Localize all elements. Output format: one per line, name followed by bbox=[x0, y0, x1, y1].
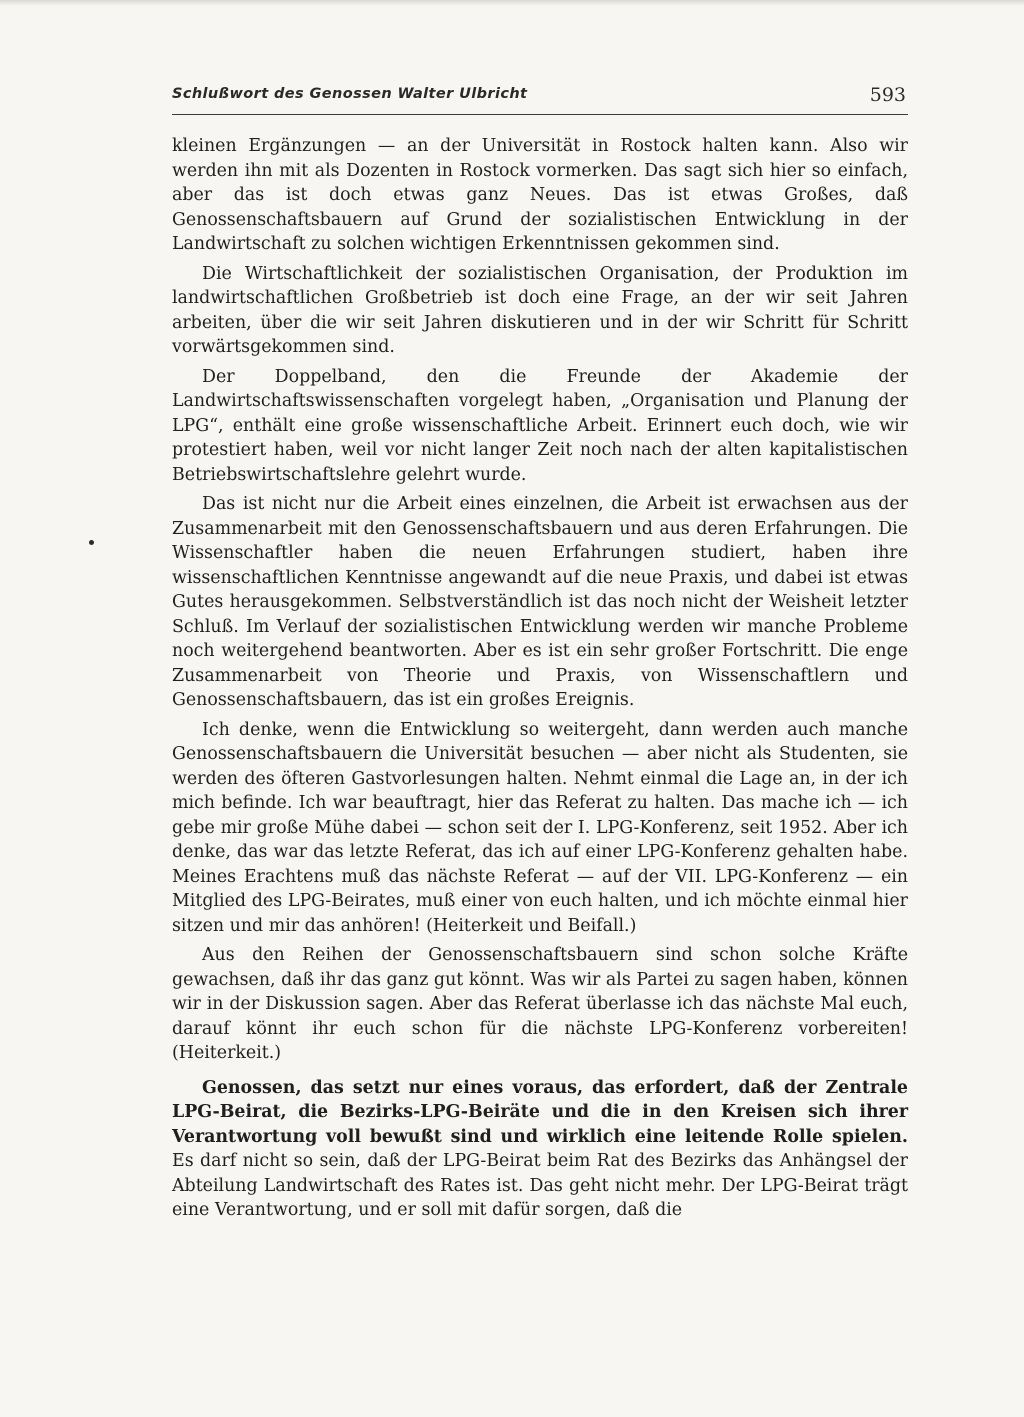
paragraph-4: Das ist nicht nur die Arbeit eines einzelnen, die Arbeit ist erwachsen aus der Zusammenarbeit mit den Genossenschaftsbauern und aus deren Erfahrungen. Die Wissenschaftler haben die neuen Erfahrungen studiert, haben ihre wissenschaftlichen Kenntnisse angewandt auf die neue Praxis, und dabei ist etwas Gutes herausgekommen. Selbstverständlich ist das noch nicht der Weisheit letzter Schluß. Im Verlauf der sozialistischen Entwicklung werden wir manche Probleme noch weitergehend beantworten. Aber es ist ein sehr großer Fortschritt. Die enge Zusammenarbeit von Theorie und Praxis, von Wissenschaftlern und Genossenschaftsbauern, das ist ein großes Ereignis. bbox=[172, 494, 908, 710]
paragraph-7-bold-text: Genossen, das setzt nur eines voraus, das erfordert, daß der Zentrale LPG-Beirat, die Bezirks-LPG-Beiräte und die in den Kreisen sich ihrer Verantwortung voll bewußt sind und wirklich eine leitende Rolle spielen. bbox=[172, 1077, 908, 1147]
page-header bbox=[172, 84, 908, 115]
paragraph-6: Aus den Reihen der Genossenschaftsbauern sind schon solche Kräfte gewachsen, daß ihr das ganz gut könnt. Was wir als Partei zu sagen haben, können wir in der Diskussion sagen. Aber das Referat überlasse ich das nächste Mal euch, darauf könnt ihr euch schon für die nächste LPG-Konferenz vorbereiten! (Heiterkeit.) bbox=[172, 945, 908, 1063]
paragraph-1: kleinen Ergänzungen — an der Universität in Rostock halten kann. Also wir werden ihn mit als Dozenten in Rostock vormerken. Das sagt sich hier so einfach, aber das ist doch etwas ganz Neues. Das ist etwas Großes, daß Genossenschaftsbauern auf Grund der sozialistischen Entwicklung in der Landwirtschaft zu solchen wichtigen Erkenntnissen gekommen sind. bbox=[172, 136, 908, 254]
paragraph-3: Der Doppelband, den die Freunde der Akademie der Landwirtschaftswissenschaften vorgelegt haben, „Organisation und Planung der LPG“, enthält eine große wissenschaftliche Arbeit. Erinnert euch doch, wie wir protestiert haben, weil vor nicht langer Zeit noch nach der alten kapitalistischen Betriebswirtschaftslehre gelehrt wurde. bbox=[172, 366, 908, 485]
running-head: Schlußwort des Genossen Walter Ulbricht bbox=[172, 86, 528, 102]
paragraph-2: Die Wirtschaftlichkeit der sozialistischen Organisation, der Produktion im landwirtschaftlichen Großbetrieb ist doch eine Frage, an der wir seit Jahren arbeiten, über die wir seit Jahren diskutieren und in der wir Schritt für Schritt vorwärtsgekommen sind. bbox=[172, 263, 908, 357]
paragraph-5: Ich denke, wenn die Entwicklung so weitergeht, dann werden auch manche Genossenschaftsbauern die Universität besuchen — aber nicht als Studenten, sie werden des öfteren Gastvorlesungen halten. Nehmt einmal die Lage an, in der ich mich befinde. Ich war beauftragt, hier das Referat zu halten. Das mache ich — ich gebe mir große Mühe dabei — schon seit der I. LPG-Konferenz, seit 1952. Aber ich denke, das war das letzte Referat, das ich auf einer LPG-Konferenz gehalten habe. Meines Erachtens muß das nächste Referat — auf der VII. LPG-Konferenz — ein Mitglied des LPG-Beirates, muß einer von euch halten, und ich möchte einmal hier sitzen und mir das anhören! (Heiterkeit und Beifall.) bbox=[172, 719, 908, 936]
body-text bbox=[172, 134, 908, 1228]
paragraph-7-regular-text: Es darf nicht so sein, daß der LPG-Beirat beim Rat des Bezirks das Anhängsel der Abteilung Landwirtschaft des Rates ist. Das geht nicht mehr. Der LPG-Beirat trägt eine Verantwortung, und er soll mit dafür sorgen, daß die bbox=[172, 1151, 908, 1220]
margin-dot-mark bbox=[89, 540, 94, 545]
scan-edge-shadow bbox=[0, 0, 1024, 6]
page-number: 593 bbox=[869, 84, 906, 106]
paragraph-7 bbox=[172, 1076, 908, 1223]
